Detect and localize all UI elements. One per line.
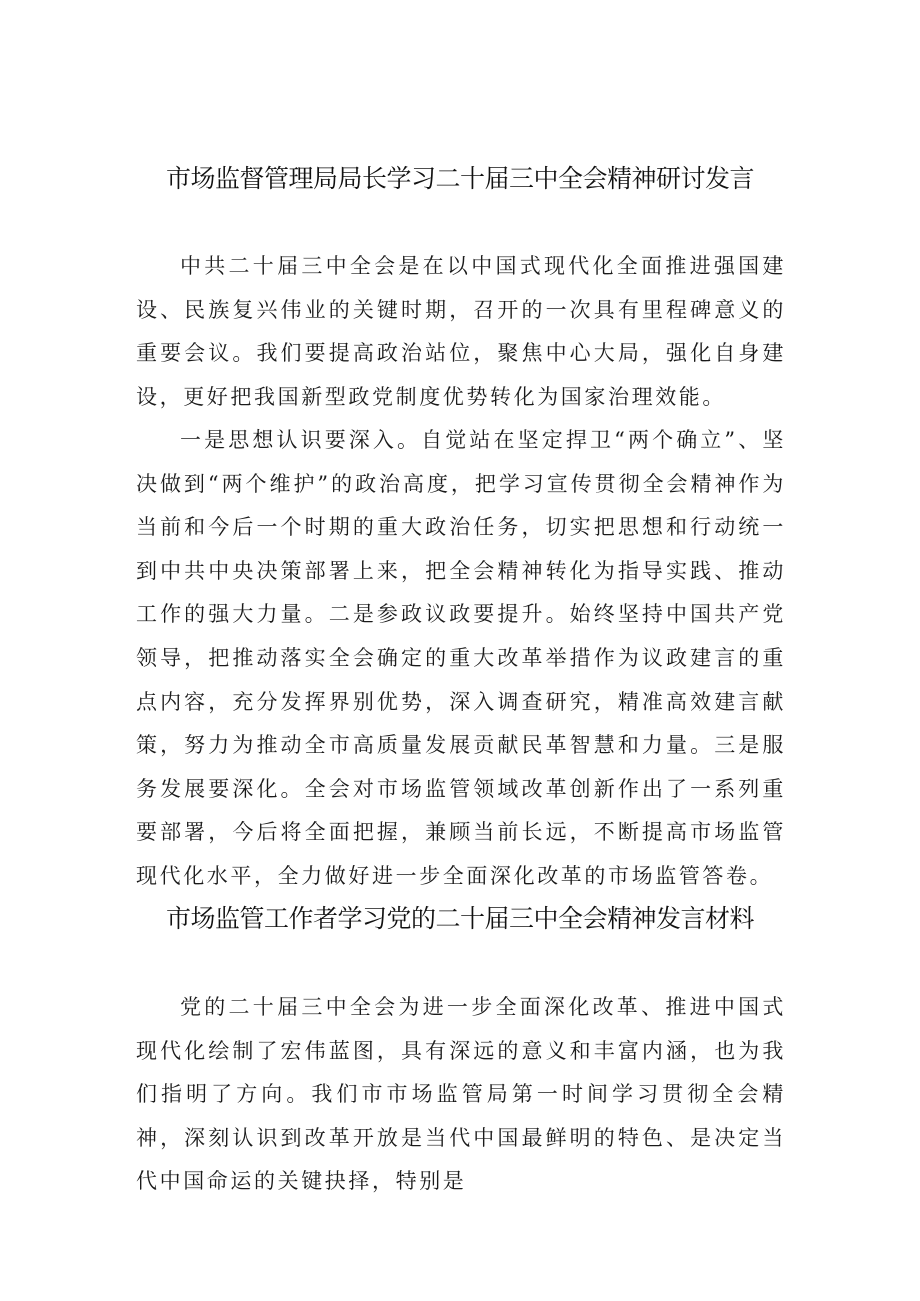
section-2-paragraph-1: 党的二十届三中全会为进一步全面深化改革、推进中国式现代化绘制了宏伟蓝图，具有深远的意义和丰富内涵，也为我们指明了方向。我们市市场监管局第一时间学习贯彻全会精神，深刻认识到改革开放是当代中国最鲜明的特色、是决定当代中国命运的关键抉择，特别是 (136, 995, 786, 1194)
section-1-title: 市场监督管理局局长学习二十届三中全会精神研讨发言 (165, 164, 754, 193)
section-2-title: 市场监管工作者学习党的二十届三中全会精神发言材料 (165, 904, 754, 933)
section-1-paragraph-2: 一是思想认识要深入。自觉站在坚定捍卫“两个确立”、坚决做到“两个维护”的政治高度，把学习宣传贯彻全会精神作为当前和今后一个时期的重大政治任务，切实把思想和行动统一到中共中央决策部署上来，把全会精神转化为指导实践、推动工作的强大力量。二是参政议政要提升。始终坚持中国共产党领导，把推动落实全会确定的重大改革举措作为议政建言的重点内容，充分发挥界别优势，深入调查研究，精准高效建言献策，努力为推动全市高质量发展贡献民革智慧和力量。三是服务发展要深化。全会对市场监管领域改革创新作出了一系列重要部署，今后将全面把握，兼顾当前长远，不断提高市场监管现代化水平，全力做好进一步全面深化改革的市场监管答卷。 (136, 428, 786, 888)
section-1-paragraph-1: 中共二十届三中全会是在以中国式现代化全面推进强国建设、民族复兴伟业的关键时期，召开的一次具有里程碑意义的重要会议。我们要提高政治站位，聚焦中心大局，强化自身建设，更好把我国新型政党制度优势转化为国家治理效能。 (136, 254, 786, 409)
